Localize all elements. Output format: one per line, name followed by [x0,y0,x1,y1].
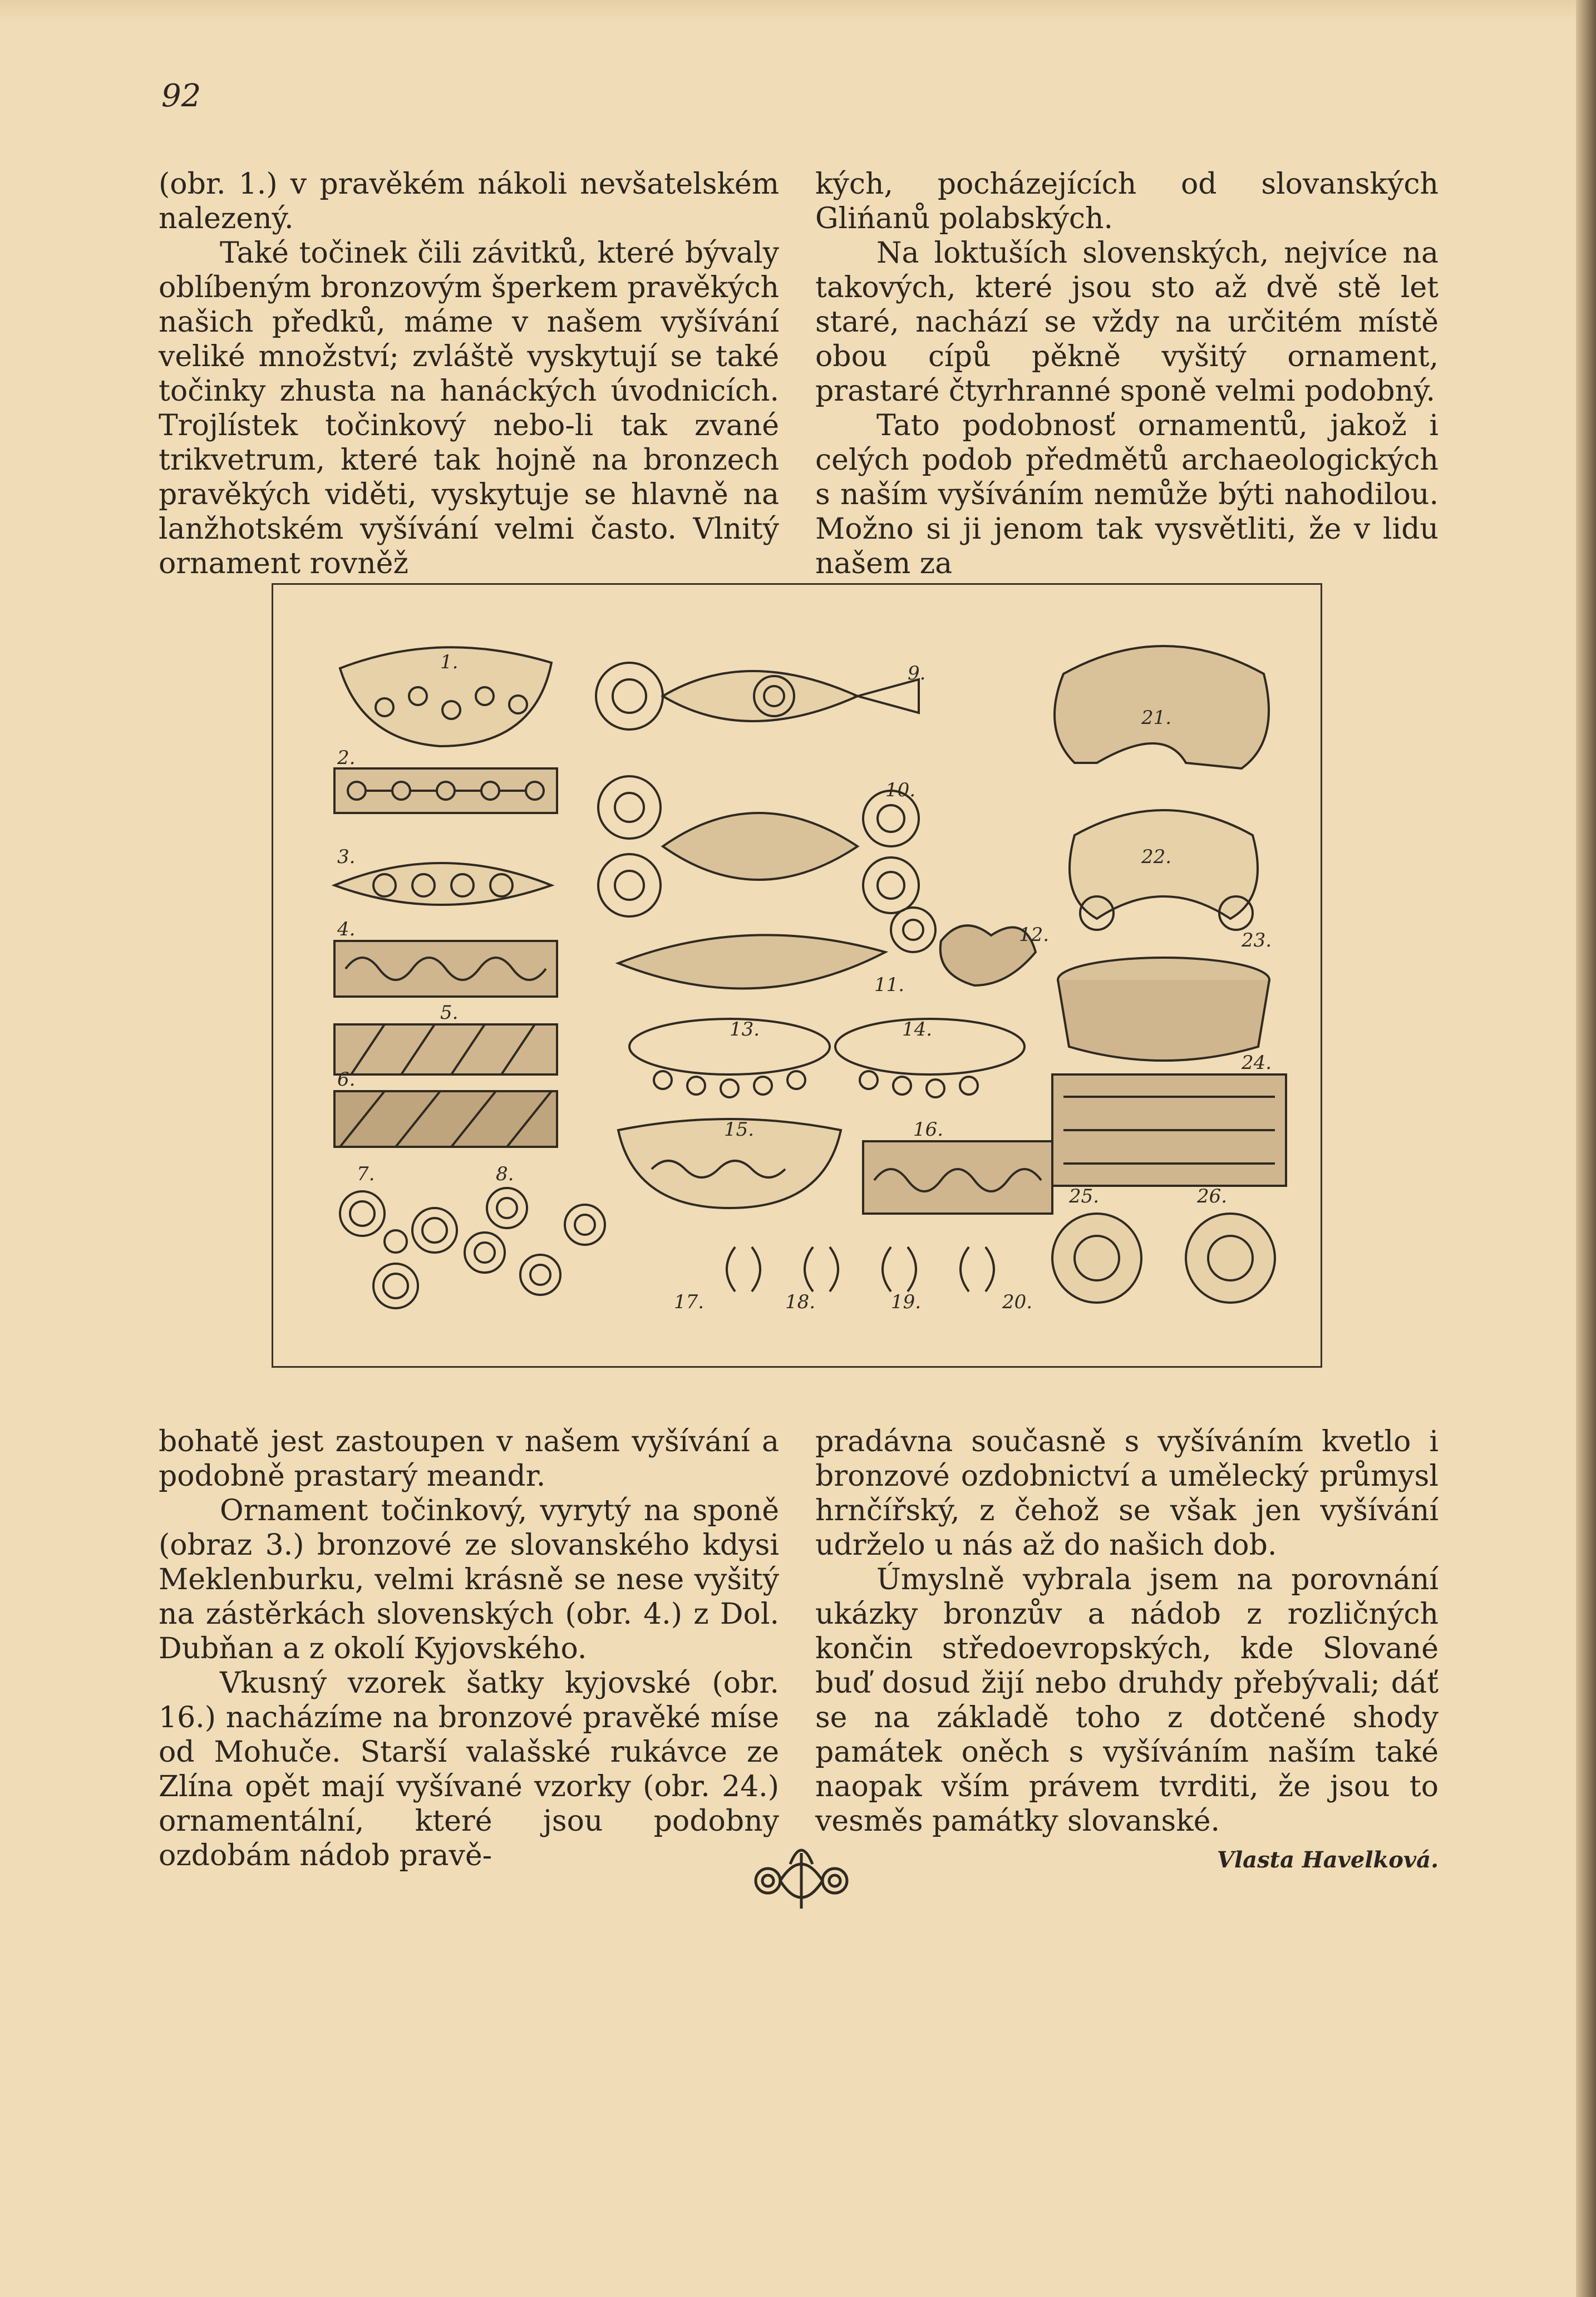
figure-label: 10. [885,779,916,801]
ornament-figure [272,583,1322,1368]
figure-label: 20. [1002,1291,1033,1313]
figure-label: 11. [874,974,905,996]
fig8-quad-spiral [465,1188,605,1295]
figure-label: 18. [785,1291,816,1313]
fig3-spiral-band [334,863,551,905]
fig17-20-brackets [727,1247,994,1292]
figure-label: 5. [440,1002,459,1024]
figure-label: 6. [337,1068,356,1091]
fig2-band [334,768,557,813]
figure-label: 23. [1242,929,1272,952]
paragraph: Ornament točinkový, vyrytý na sponě (obraz 3.) bronzové ze slovanského kdysi Meklenburku, velmi krásně se nese vyšitý na zástěrkách slovenských (obr. 4.) z Dol. Dubňan a z okolí Kyjovského. [159,1494,779,1665]
paragraph: Tato podobnosť ornamentů, jakož i celých podob předmětů archaeologických s naším vyšíváním nemůže býti nahodilou. Možno si ji jenom tak vysvětliti, že v lidu našem za [815,409,1439,580]
figure-label: 8. [496,1163,514,1185]
figure-label: 1. [440,651,459,673]
figure-label: 19. [891,1291,922,1313]
fig24-embroidered-block [1052,1074,1286,1186]
figure-label: 9. [908,662,926,684]
fig10-spiral-leaf [598,776,919,916]
fig26-rosette [1186,1214,1275,1303]
figure-label: 14. [902,1018,933,1041]
figure-label: 24. [1242,1052,1272,1074]
figure-label: 12. [1019,924,1050,946]
page-number: 92 [161,78,201,114]
figure-label: 17. [674,1291,705,1313]
paragraph: bohatě jest zastoupen v našem vyšívání a podobně prastarý meandr. [159,1425,779,1493]
fig23-vessel [1058,958,1269,1061]
end-ornament-icon [735,1836,868,1922]
column-top-right [815,167,1439,581]
column-top-left [159,167,779,581]
figure-label: 3. [337,846,356,868]
paragraph: Také točinek čili závitků, které bývaly oblíbeným bronzovým šperkem pravěkých našich předků, máme v našem vyšívání veliké množství; zvláště vyskytují se také točinky zhusta na hanáckých úvodnicích. Trojlístek točinkový nebo-li tak zvané trikvetrum, které tak hojně na bronzech pravěkých viděti, vyskytuje se hlavně na lanžhotském vyšívání velmi často. Vlnitý ornament rovněž [159,236,779,580]
fig25-rosette [1052,1214,1141,1303]
figure-label: 25. [1069,1185,1100,1207]
figure-label: 21. [1141,707,1172,729]
fig16-wave-band [863,1141,1052,1214]
figure-label: 26. [1197,1185,1228,1207]
fig4-embroidered-band [334,941,557,997]
page-edge-right [1576,0,1596,2297]
paragraph: Úmyslně vybrala jsem na porovnání ukázky bronzův a nádob z rozličných končin středoevropských, kde Slované buď dosud žijí nebo druhdy přebývali; dáť se na základě toho z dotčené shody památek oněch s vyšíváním naším také naopak vším právem tvrditi, že jsou to vesměs památky slovanské. [815,1563,1439,1838]
fig22-spiral-bracelet [1070,810,1258,930]
figure-label: 16. [913,1118,944,1141]
paragraph: Vkusný vzorek šatky kyjovské (obr. 16.) nacházíme na bronzové pravěké míse od Mohuče. Starší valašské rukávce ze Zlína opět mají vyšívané vzorky (obr. 24.) ornamentální, které jsou podobny ozdobám nádob pravě- [159,1667,779,1872]
figure-label: 7. [357,1163,375,1185]
fig5-diagonal-band [334,1024,557,1074]
paragraph: (obr. 1.) v pravěkém nákoli nevšatelském nalezený. [159,167,779,235]
figure-label: 4. [337,918,356,940]
figure-label: 15. [724,1118,755,1141]
column-bottom-left [159,1424,779,1873]
figure-label: 2. [337,747,356,769]
paragraph: Na loktuších slovenských, nejvíce na takových, které jsou sto až dvě stě let staré, nachází se vždy na určitém místě obou cípů pěkně vyšitý ornament, prastaré čtyrhranné sponě velmi podobný. [815,236,1439,408]
paragraph: pradávna současně s vyšíváním kvetlo i bronzové ozdobnictví a umělecký průmysl hrnčířský, z čehož se však jen vyšívání udrželo u nás až do našich dob. [815,1425,1439,1562]
fig6-diagonal-band [334,1091,557,1147]
figure-label: 13. [730,1018,760,1041]
author-signature: Vlasta Havelková. [1216,1847,1439,1873]
page-edge-top [0,0,1596,22]
fig9-brooch [596,663,919,729]
fig7-triskele [340,1191,457,1308]
column-bottom-right [815,1424,1439,1877]
figure-label: 22. [1141,846,1172,868]
paragraph: kých, pocházejících od slovanských Glińanů polabských. [815,167,1439,235]
ornament-figure-drawing [273,585,1321,1366]
